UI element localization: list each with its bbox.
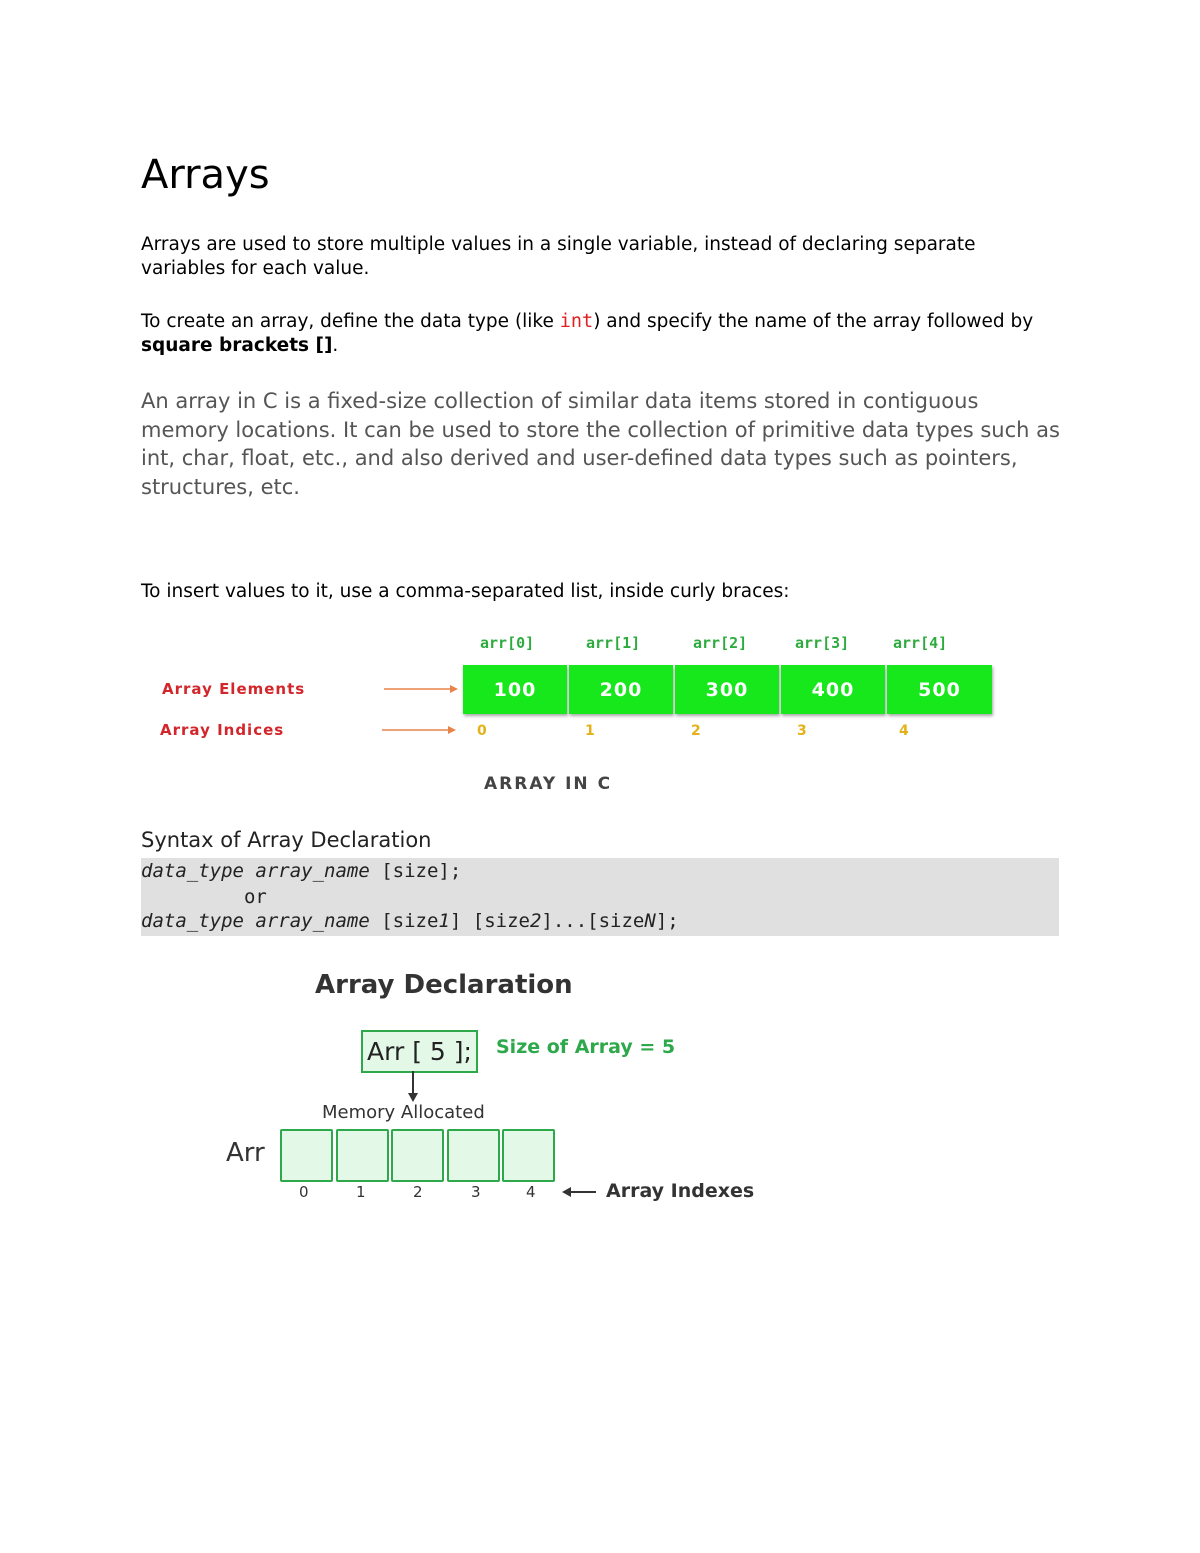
index-3: 3 (797, 723, 807, 739)
arr-name-label: Arr (226, 1138, 265, 1168)
memory-cell-0 (280, 1129, 333, 1182)
syntax-code-block (141, 858, 1059, 936)
array-in-c-caption: ARRAY IN C (484, 774, 613, 794)
create-text-2: ) and specify the name of the array followed by (593, 311, 1034, 332)
memory-index-1: 1 (356, 1183, 366, 1201)
left-arrow-icon (562, 1185, 598, 1199)
syntax-heading: Syntax of Array Declaration (141, 828, 432, 852)
size-of-array-label: Size of Array = 5 (496, 1036, 676, 1058)
int-code: int (559, 311, 594, 332)
memory-allocated-label: Memory Allocated (322, 1102, 485, 1123)
create-text-1: To create an array, define the data type (like (141, 311, 560, 332)
memory-index-2: 2 (413, 1183, 423, 1201)
memory-cell-1 (336, 1129, 389, 1182)
insert-values-paragraph: To insert values to it, use a comma-separated list, inside curly braces: (141, 581, 790, 602)
array-cell-3: 400 (781, 665, 885, 714)
elements-arrow-head (450, 685, 458, 693)
code-line-1-rest: [size]; (381, 860, 462, 882)
code-line-3-rest2: ] [size (449, 910, 530, 932)
memory-cell-4 (502, 1129, 555, 1182)
intro-paragraph: Arrays are used to store multiple values in a single variable, instead of declaring separate variables for each value. (141, 234, 976, 279)
create-array-paragraph (141, 310, 1061, 358)
code-line-3 (141, 910, 679, 932)
array-indices-label: Array Indices (160, 721, 285, 739)
array-cell-1: 200 (569, 665, 673, 714)
declaration-box: Arr [ 5 ]; (361, 1030, 478, 1073)
indices-arrow-head (448, 726, 456, 734)
code-line-3-rest1: [size (381, 910, 439, 932)
array-cell-0: 100 (463, 665, 567, 714)
square-brackets-bold: square brackets [] (141, 335, 333, 356)
down-arrow-icon (405, 1071, 421, 1103)
create-text-3: . (332, 335, 339, 356)
page-title: Arrays (141, 152, 270, 198)
array-declaration-title: Array Declaration (315, 970, 573, 1000)
header-arr-2: arr[2] (693, 634, 748, 652)
header-arr-4: arr[4] (893, 634, 948, 652)
header-arr-3: arr[3] (795, 634, 850, 652)
index-2: 2 (691, 723, 701, 739)
arrows-svg (380, 680, 460, 740)
array-cell-2: 300 (675, 665, 779, 714)
array-indexes-label: Array Indexes (606, 1180, 755, 1202)
header-arr-0: arr[0] (480, 634, 535, 652)
code-line-3-rest4: ]; (655, 910, 679, 932)
memory-cell-2 (391, 1129, 444, 1182)
code-line-3-italic: data_type array_name (141, 910, 382, 932)
code-line-3-italic2: 1 (438, 910, 450, 932)
code-line-1-italic: data_type array_name (141, 860, 382, 882)
memory-cell-3 (447, 1129, 500, 1182)
code-line-3-italic3: 2 (529, 910, 542, 932)
index-1: 1 (585, 723, 595, 739)
code-line-3-rest3: ]...[size (541, 910, 645, 932)
code-line-3-italic4: N (644, 910, 656, 932)
array-cell-4: 500 (887, 665, 992, 714)
array-elements-label: Array Elements (162, 680, 306, 698)
memory-index-4: 4 (526, 1183, 536, 1201)
memory-index-0: 0 (299, 1183, 309, 1201)
array-description-paragraph: An array in C is a fixed-size collection of similar data items stored in contiguous memory locations. It can be used to store the collection of primitive data types such as int, char, float, etc., and also derived and user-defined data types such as pointers, structures, etc. (141, 389, 1060, 499)
index-4: 4 (899, 723, 909, 739)
memory-index-3: 3 (471, 1183, 481, 1201)
header-arr-1: arr[1] (586, 634, 641, 652)
code-line-1 (141, 860, 461, 882)
index-0: 0 (477, 723, 487, 739)
code-line-2: or (141, 886, 267, 908)
